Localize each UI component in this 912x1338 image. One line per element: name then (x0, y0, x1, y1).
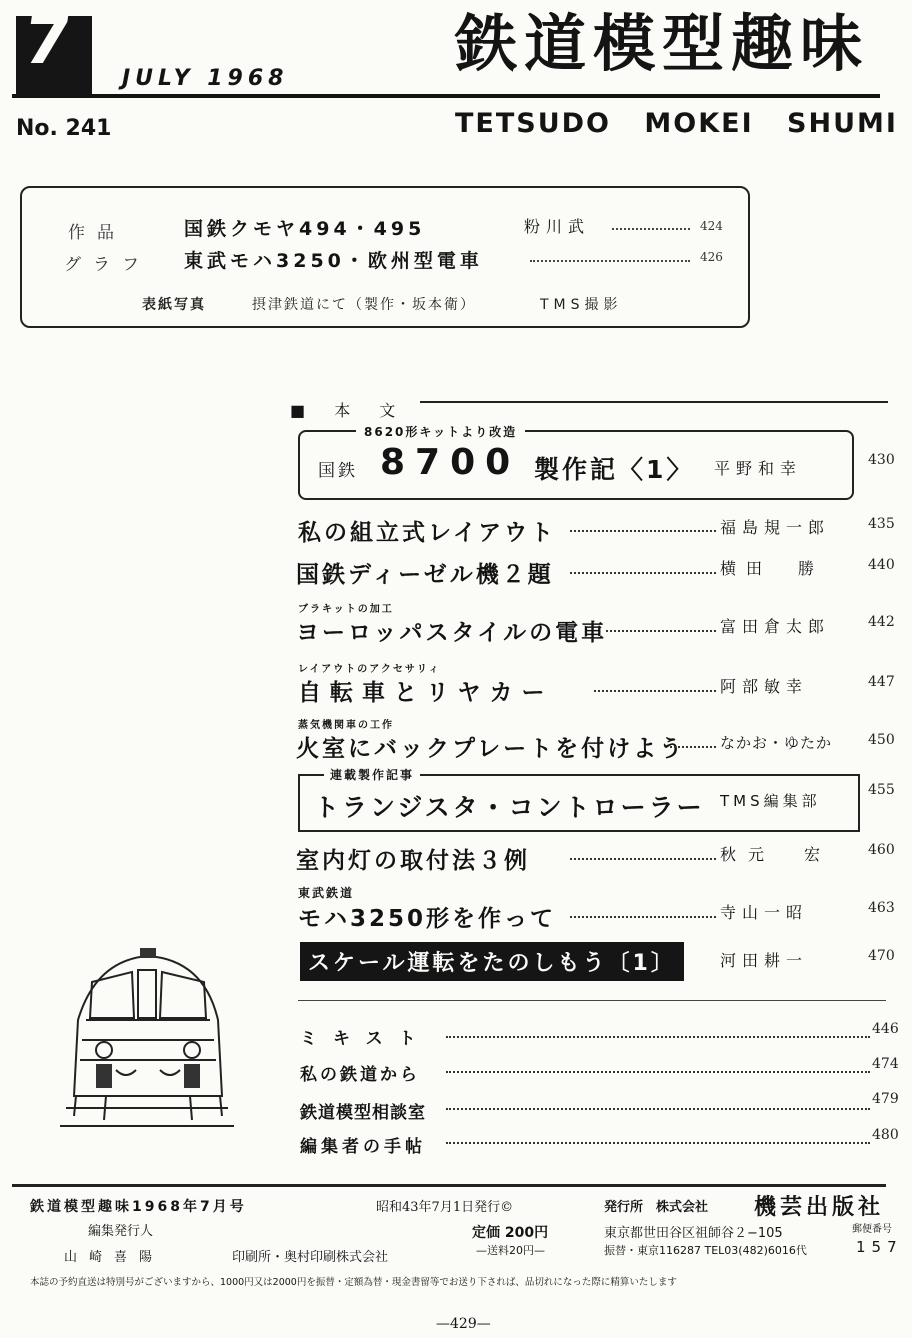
cover-credit: TMS撮影 (540, 297, 623, 313)
footer-price: 定価 200円 (472, 1225, 549, 1241)
article-author: 阿部敏幸 (720, 677, 809, 696)
feature-title[interactable]: 製作記〈1〉 (534, 455, 695, 484)
dot-leader (570, 530, 716, 532)
magazine-title: 鉄道模型趣味 (455, 7, 870, 80)
dot-leader (570, 916, 716, 918)
article-author: なかお・ゆたか (720, 734, 833, 752)
serial-author: TMS編集部 (720, 792, 821, 810)
gravure-label-1: 作品 (68, 223, 126, 243)
highlight-page: 470 (868, 948, 895, 964)
issue-number: 7 (18, 2, 76, 79)
article-author: 秋元 宏 (720, 845, 833, 864)
gravure-title-1[interactable]: 国鉄クモヤ494・495 (184, 218, 426, 240)
header-rule (12, 94, 880, 98)
minor-title[interactable]: ミキスト (300, 1029, 432, 1049)
train-illustration-icon (56, 940, 236, 1150)
article-page: 460 (868, 842, 895, 858)
dot-leader (570, 572, 716, 574)
footer-postal-label: 郵便番号 (852, 1224, 892, 1235)
footer-account: 振替・東京116287 TEL03(482)6016代 (604, 1244, 807, 1257)
minor-title[interactable]: 私の鉄道から (300, 1065, 420, 1085)
article-title[interactable]: 火室にバックプレートを付けよう (296, 736, 686, 762)
minor-title[interactable]: 鉄道模型相談室 (300, 1103, 426, 1123)
minor-page: 474 (872, 1056, 899, 1072)
article-title[interactable]: 室内灯の取付法３例 (296, 848, 530, 874)
article-subtitle: ブラキットの加工 (298, 604, 394, 615)
article-title[interactable]: 国鉄ディーゼル機２題 (296, 562, 554, 588)
dot-leader (570, 858, 716, 860)
footer-publisher-label: 発行所 株式会社 (604, 1200, 709, 1215)
footer-notice: 本誌の予約直送は特別号がございますから、1000円又は2000円を振替・定額為替・現金書留等でお送り下されば、品切れになった際に精算いたします (30, 1277, 677, 1288)
footer-address: 東京都世田谷区祖師谷２−105 (604, 1226, 783, 1241)
page-number: —429— (436, 1316, 491, 1332)
dot-leader (446, 1071, 870, 1073)
feature-page: 430 (868, 452, 895, 468)
dot-leader (446, 1108, 870, 1110)
cover-text: 摂津鉄道にて（製作・坂本衛） (252, 297, 476, 313)
dot-leader (446, 1142, 870, 1144)
minor-title[interactable]: 編集者の手帖 (300, 1137, 426, 1157)
gravure-page-2: 426 (700, 250, 723, 264)
dot-leader (530, 260, 690, 262)
minor-page: 446 (872, 1021, 899, 1037)
contents-rule (298, 1000, 886, 1001)
serial-title[interactable]: トランジスタ・コントローラー (314, 793, 705, 822)
dot-leader (670, 746, 716, 748)
gravure-page-1: 424 (700, 219, 723, 233)
highlight-author: 河田耕一 (720, 951, 809, 970)
article-subtitle: 東武鉄道 (298, 886, 355, 900)
footer-rule (12, 1184, 886, 1187)
footer-editor-name: 山崎喜陽 (64, 1250, 165, 1265)
article-page: 463 (868, 900, 895, 916)
highlight-title[interactable]: スケール運転をたのしもう〔1〕 (300, 942, 684, 981)
article-page: 442 (868, 614, 895, 630)
feature-number[interactable]: 8700 (380, 442, 521, 483)
minor-page: 480 (872, 1127, 899, 1143)
article-title[interactable]: 私の組立式レイアウト (298, 520, 557, 546)
minor-page: 479 (872, 1091, 899, 1107)
cover-label: 表紙写真 (142, 297, 206, 313)
article-subtitle: 蒸気機関車の工作 (298, 720, 394, 731)
article-author: 福島規一郎 (720, 518, 831, 537)
dot-leader (594, 690, 716, 692)
magazine-romaji: TETSUDO MOKEI SHUMI (455, 108, 898, 139)
dot-leader (612, 228, 690, 230)
serial-subtitle: 連載製作記事 (324, 766, 420, 783)
article-page: 440 (868, 557, 895, 573)
dot-leader (606, 630, 716, 632)
article-page: 435 (868, 516, 895, 532)
feature-prefix: 国鉄 (318, 461, 358, 481)
article-subtitle: レイアウトのアクセサリィ (298, 664, 441, 675)
feature-author: 平野和幸 (714, 459, 803, 478)
footer-postal-code: 157 (856, 1238, 903, 1256)
gravure-label-2: グラフ (64, 255, 151, 275)
dot-leader (446, 1036, 870, 1038)
article-author: 横田 勝 (720, 559, 825, 578)
issue-month-year: JULY 1968 (122, 66, 289, 91)
article-page: 450 (868, 732, 895, 748)
serial-page: 455 (868, 782, 895, 798)
footer-pub-date: 昭和43年7月1日発行© (376, 1200, 514, 1215)
issue-no: No. 241 (16, 116, 112, 141)
gravure-title-2[interactable]: 東武モハ3250・欧州型電車 (184, 250, 483, 272)
footer-pub-title: 鉄道模型趣味1968年7月号 (30, 1199, 247, 1215)
article-title[interactable]: ヨーロッパスタイルの電車 (296, 620, 608, 646)
article-title[interactable]: 自転車とリヤカー (298, 680, 554, 706)
feature-subtitle: 8620形キットより改造 (356, 423, 525, 440)
article-author: 富田倉太郎 (720, 617, 831, 636)
footer-editor-label: 編集発行人 (88, 1224, 154, 1239)
section-label: ■ 本 文 (290, 401, 408, 420)
footer-printer: 印刷所・奥村印刷株式会社 (232, 1250, 389, 1265)
footer-publisher-name: 機芸出版社 (754, 1195, 885, 1220)
article-title[interactable]: モハ3250形を作って (298, 906, 557, 932)
footer-postage: —送料20円— (476, 1244, 545, 1257)
gravure-author-1: 粉川武 (524, 217, 591, 236)
article-author: 寺山一昭 (720, 903, 809, 922)
article-page: 447 (868, 674, 895, 690)
section-rule (420, 401, 888, 403)
